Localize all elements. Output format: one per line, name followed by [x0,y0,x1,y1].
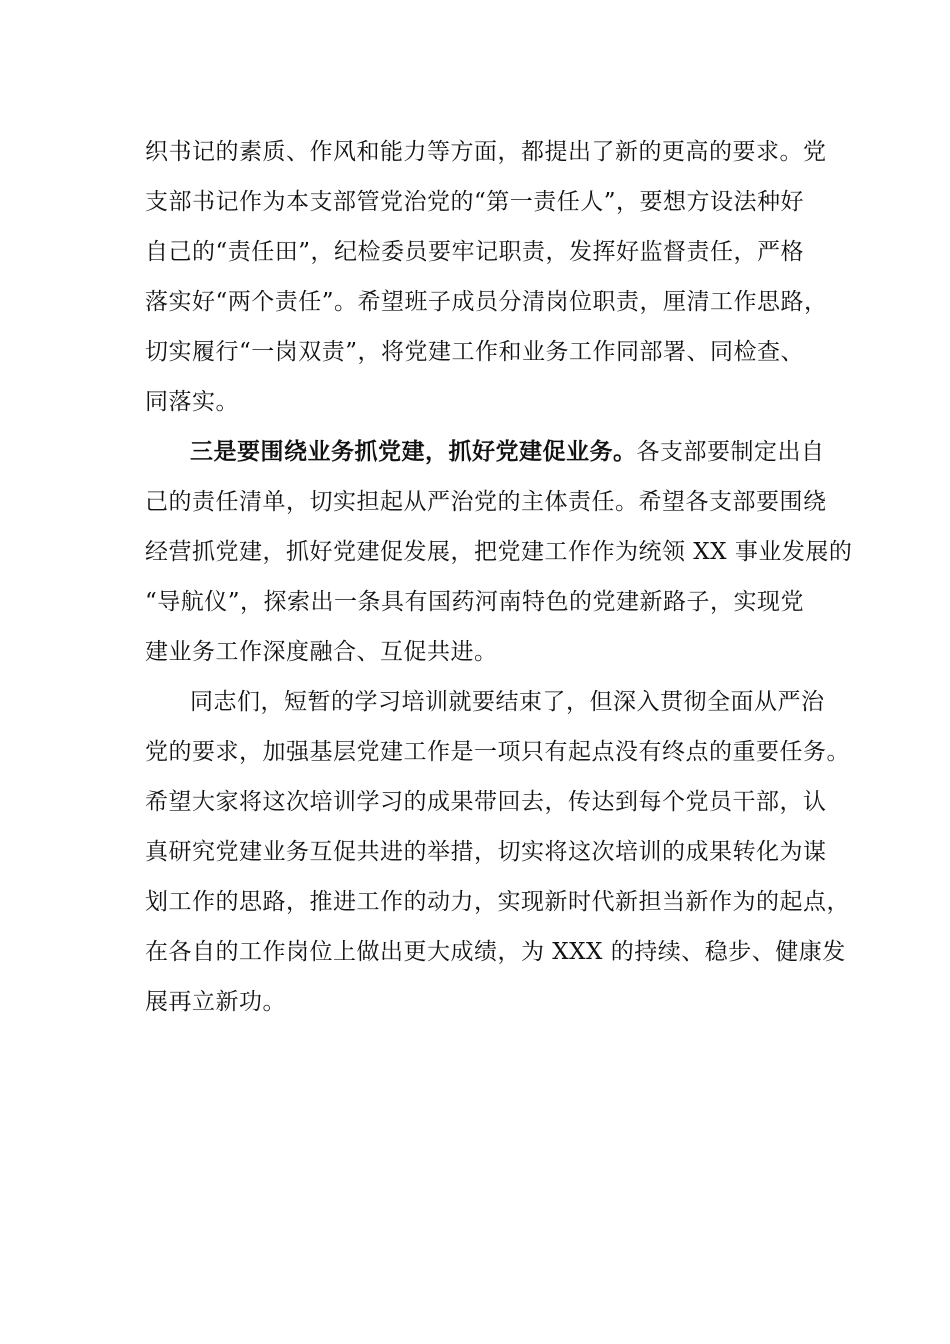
paragraph2-line: 经营抓党建，抓好党建促发展，把党建工作作为统领 XX 事业发展的 [145,539,853,565]
paragraph2-first-line [190,435,825,469]
paragraph3-line: 在各自的工作岗位上做出更大成绩，为 XXX 的持续、稳步、健康发 [145,939,846,965]
paragraph1-line: 织书记的素质、作风和能力等方面，都提出了新的更高的要求。党 [145,139,827,165]
paragraph3-line: 希望大家将这次培训学习的成果带回去，传达到每个党员干部，认 [145,789,827,815]
paragraph3-line: 同志们，短暂的学习培训就要结束了，但深入贯彻全面从严治 [190,689,825,715]
paragraph2-heading: 三是要围绕业务抓党建，抓好党建促业务。 [190,438,637,465]
paragraph1-line: 同落实。 [145,389,239,415]
paragraph2-line1-rest: 各支部要制定出自 [636,439,825,465]
paragraph1-line: 落实好“两个责任”。希望班子成员分清岗位职责，厘清工作思路， [145,289,828,315]
paragraph1-line: 自己的“责任田”，纪检委员要牢记职责，发挥好监督责任，严格 [145,239,805,265]
paragraph3-line: 划工作的思路，推进工作的动力，实现新时代新担当新作为的起点， [145,889,850,915]
paragraph1-line: 支部书记作为本支部管党治党的“第一责任人”，要想方设法种好 [145,189,805,215]
paragraph3-line: 展再立新功。 [145,989,286,1015]
paragraph3-line: 党的要求，加强基层党建工作是一项只有起点没有终点的重要任务。 [145,739,850,765]
paragraph2-line: 建业务工作深度融合、互促共进。 [145,639,498,665]
paragraph1-line: 切实履行“一岗双责”，将党建工作和业务工作同部署、同检查、 [145,339,805,365]
paragraph2-line: 己的责任清单，切实担起从严治党的主体责任。希望各支部要围绕 [145,489,827,515]
paragraph3-line: 真研究党建业务互促共进的举措，切实将这次培训的成果转化为谋 [145,839,827,865]
paragraph2-line: “导航仪”，探索出一条具有国药河南特色的党建新路子，实现党 [145,589,805,615]
